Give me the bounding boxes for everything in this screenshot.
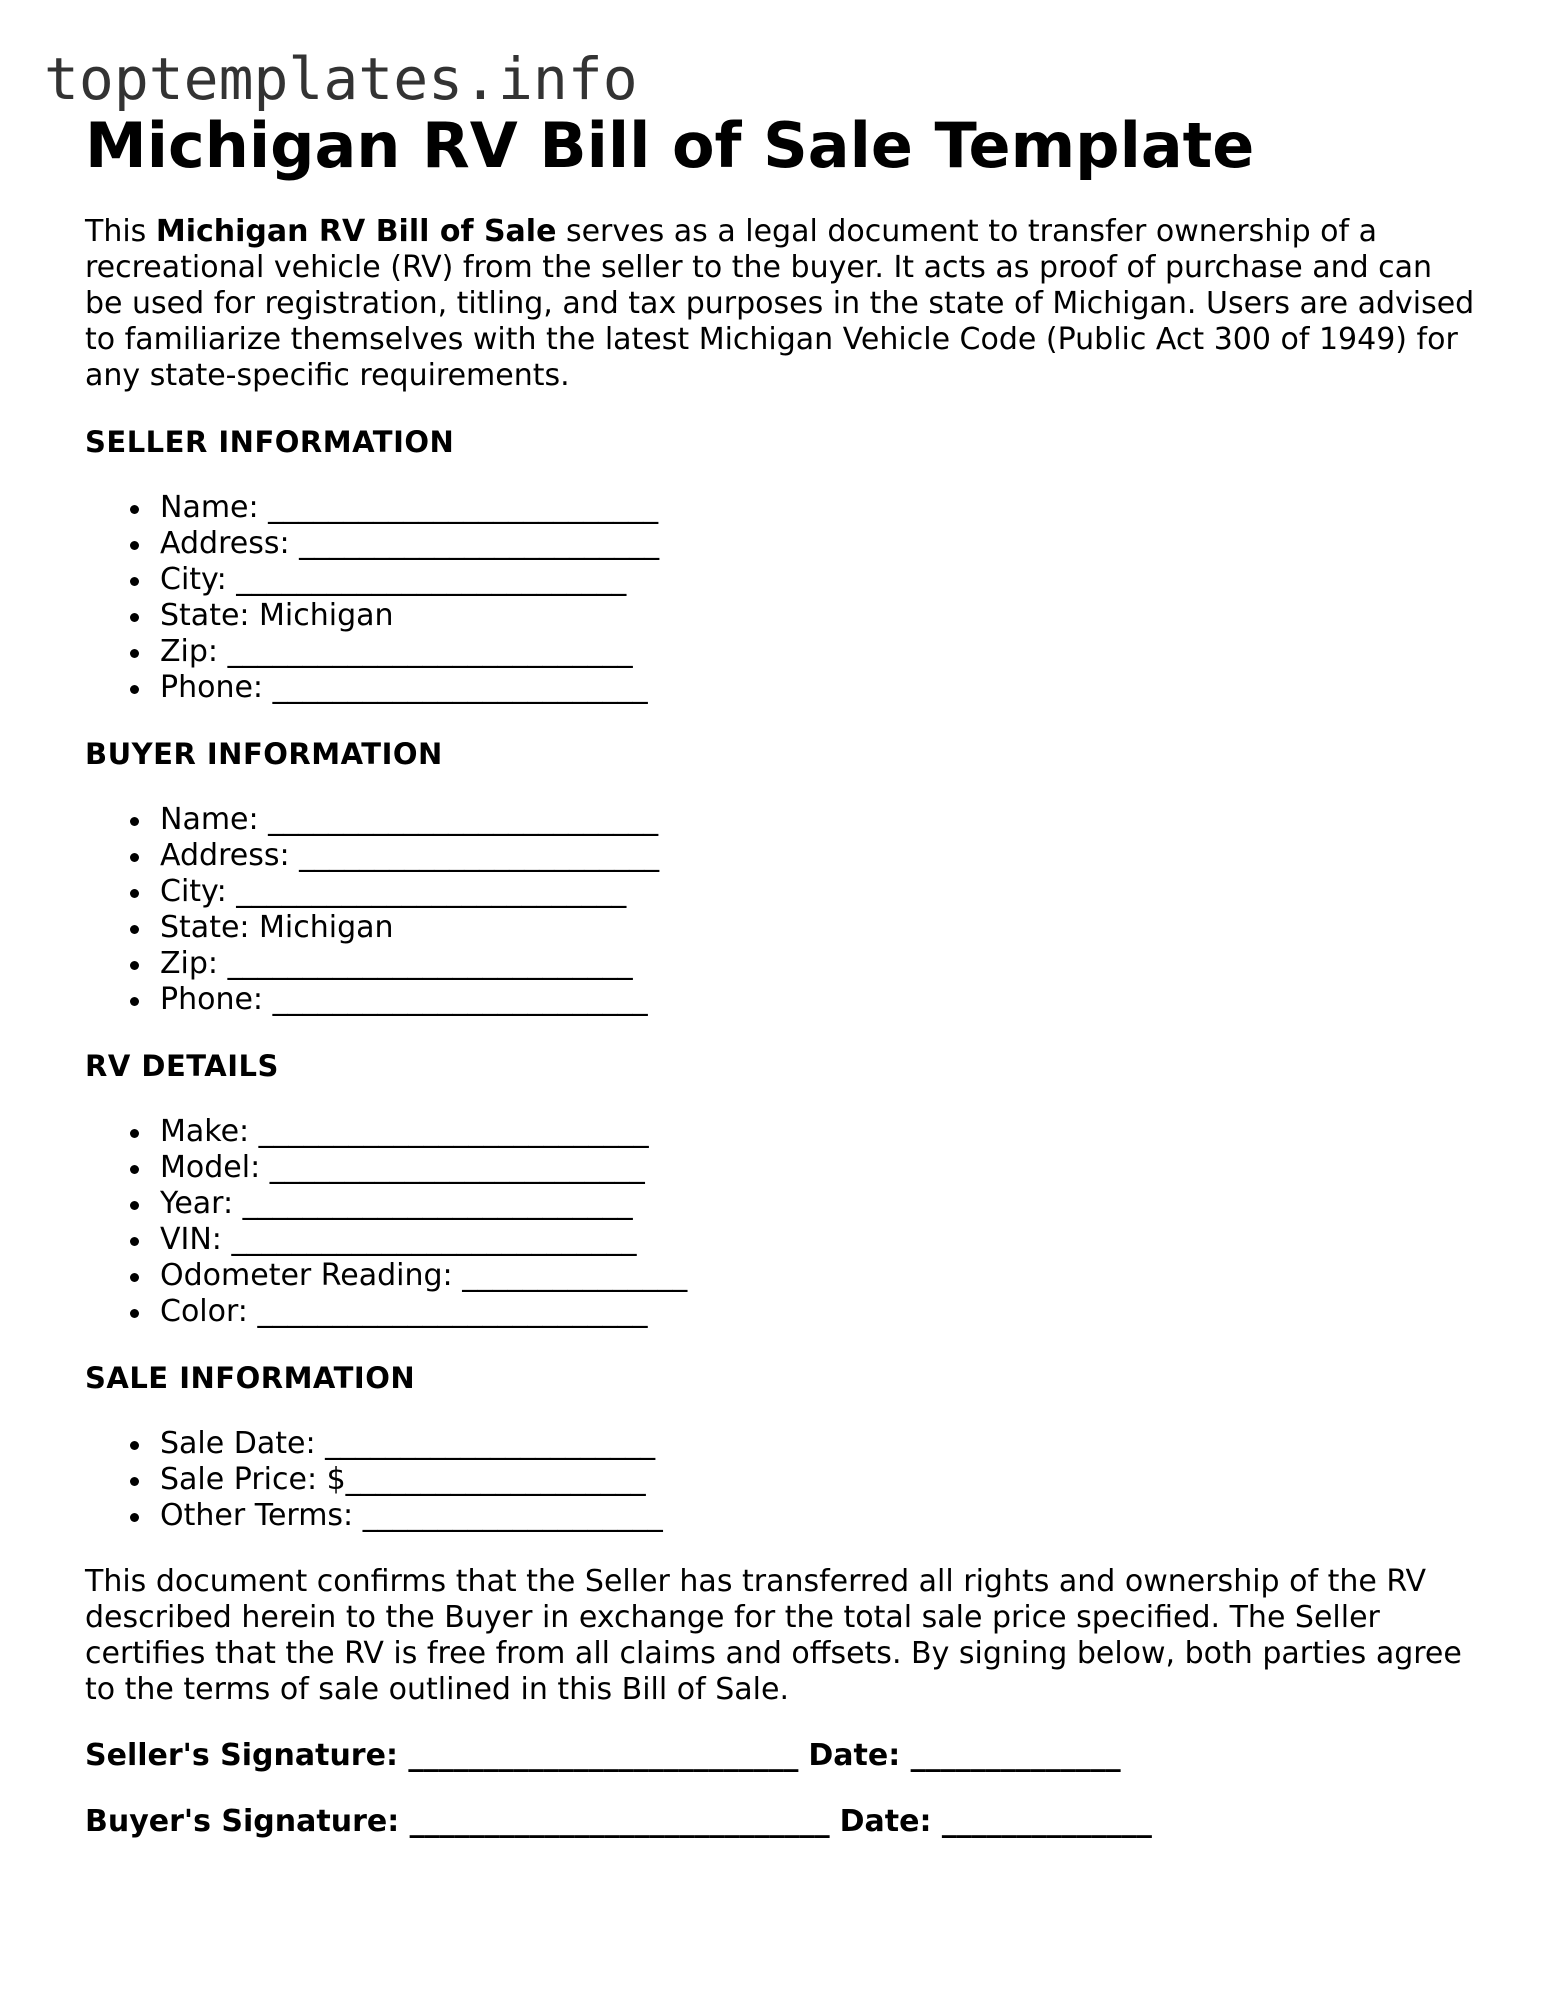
closing-paragraph: This document confirms that the Seller has transferred all rights and ownership of the RV described herein to the Buyer in exchange for the total sale price specified. The Seller certifies that the RV is free from all claims and offsets. By signing below, both parties agree to the terms of sale outlined in this Bill of Sale.	[85, 1564, 1462, 1707]
buyer-state-field: State: Michigan	[160, 910, 1475, 946]
intro-suffix: serves as a legal document to transfer ownership of a recreational vehicle (RV) from the seller to the buyer. It acts as proof of purchase and can be used for registration, titling, and tax purposes in the state of Michigan. Users are advised to familiarize themselves with the latest Michigan Vehicle Code (Public Act 300 of 1949) for any state-specific requirements.	[85, 214, 1475, 393]
seller-address-field[interactable]: Address: ________________________	[160, 526, 1475, 562]
rv-model-field[interactable]: Model: _________________________	[160, 1150, 1475, 1186]
rv-color-field[interactable]: Color: __________________________	[160, 1294, 1475, 1330]
page-title: Michigan RV Bill of Sale Template	[85, 109, 1255, 182]
seller-city-field[interactable]: City: __________________________	[160, 562, 1475, 598]
seller-heading: SELLER INFORMATION	[85, 425, 455, 459]
seller-zip-field[interactable]: Zip: ___________________________	[160, 634, 1475, 670]
rv-vin-field[interactable]: VIN: ___________________________	[160, 1222, 1475, 1258]
buyer-name-field[interactable]: Name: __________________________	[160, 802, 1475, 838]
seller-phone-field[interactable]: Phone: _________________________	[160, 670, 1475, 706]
buyer-signature-field[interactable]: Buyer's Signature: ____________________________	[85, 1804, 830, 1839]
watermark: toptemplates.info	[44, 45, 638, 113]
seller-state-field: State: Michigan	[160, 598, 1475, 634]
buyer-address-field[interactable]: Address: ________________________	[160, 838, 1475, 874]
buyer-list	[85, 802, 1475, 1018]
seller-signature-line	[85, 1738, 1475, 1774]
sale-date-field[interactable]: Sale Date: ______________________	[160, 1426, 1475, 1462]
document-page	[85, 108, 1475, 1840]
buyer-heading: BUYER INFORMATION	[85, 737, 443, 771]
rv-details-list	[85, 1114, 1475, 1330]
intro-prefix: This	[85, 214, 156, 249]
intro-paragraph	[85, 214, 1475, 394]
sale-price-field[interactable]: Sale Price: $____________________	[160, 1462, 1475, 1498]
buyer-date-field[interactable]: Date: ______________	[839, 1804, 1152, 1839]
seller-list	[85, 490, 1475, 706]
rv-year-field[interactable]: Year: __________________________	[160, 1186, 1475, 1222]
buyer-city-field[interactable]: City: __________________________	[160, 874, 1475, 910]
intro-bold: Michigan RV Bill of Sale	[155, 214, 557, 249]
sale-other-terms-field[interactable]: Other Terms: ____________________	[160, 1498, 1475, 1534]
rv-odometer-field[interactable]: Odometer Reading: _______________	[160, 1258, 1475, 1294]
buyer-phone-field[interactable]: Phone: _________________________	[160, 982, 1475, 1018]
sale-heading: SALE INFORMATION	[85, 1361, 416, 1395]
buyer-signature-line	[85, 1804, 1475, 1840]
rv-details-heading: RV DETAILS	[85, 1049, 279, 1083]
seller-signature-field[interactable]: Seller's Signature: __________________________	[85, 1738, 799, 1773]
buyer-zip-field[interactable]: Zip: ___________________________	[160, 946, 1475, 982]
rv-make-field[interactable]: Make: __________________________	[160, 1114, 1475, 1150]
seller-name-field[interactable]: Name: __________________________	[160, 490, 1475, 526]
seller-date-field[interactable]: Date: ______________	[808, 1738, 1121, 1773]
sale-list	[85, 1426, 1475, 1534]
